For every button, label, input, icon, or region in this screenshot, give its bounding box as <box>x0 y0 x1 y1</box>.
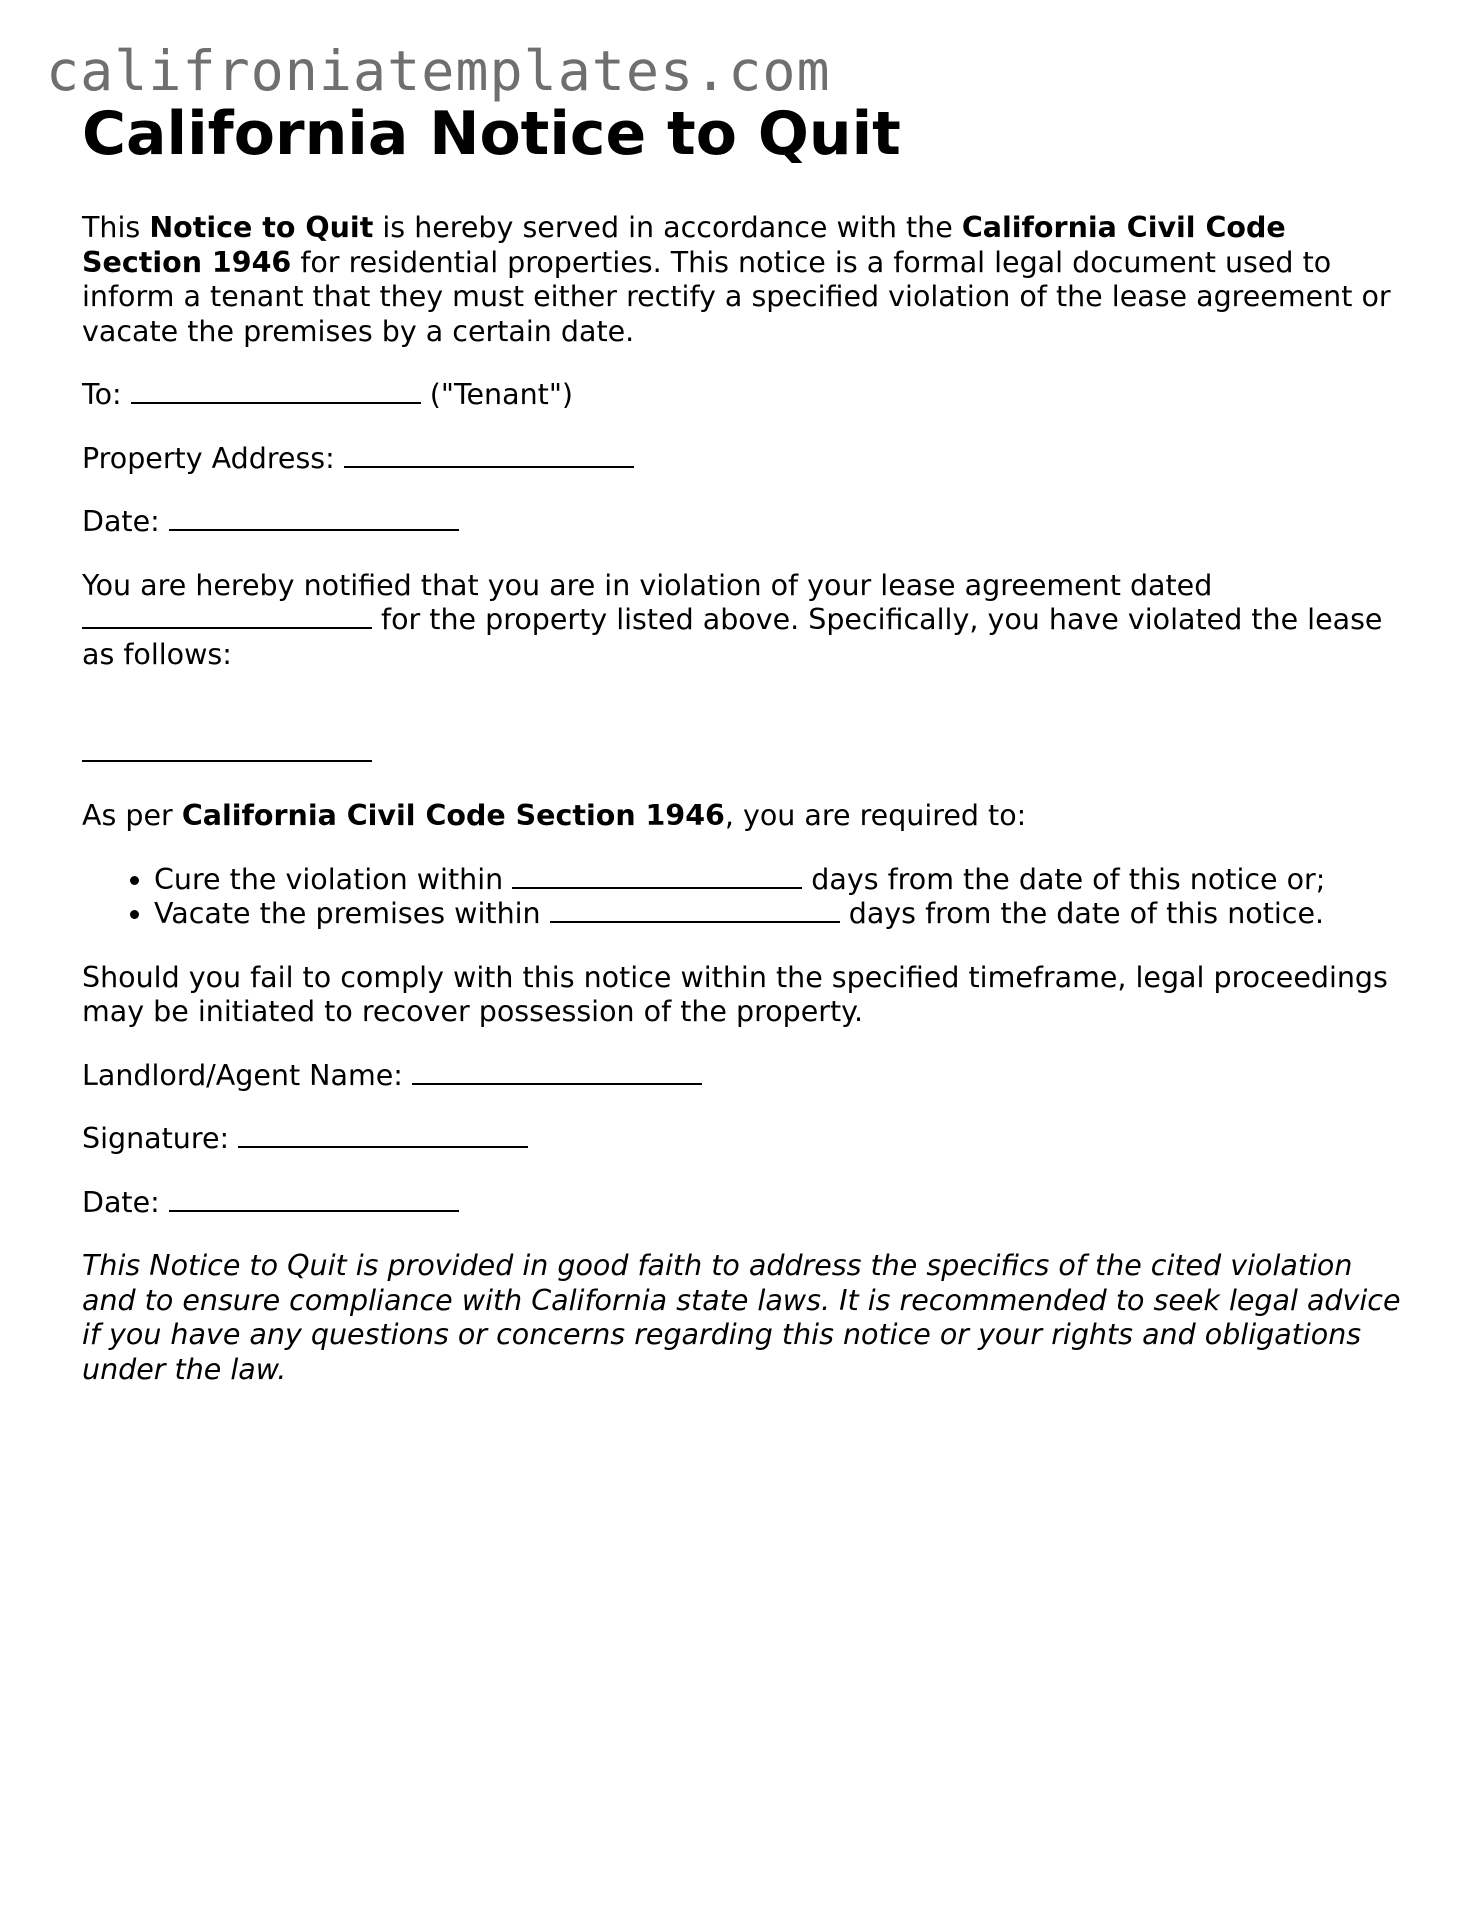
date-bottom-label: Date: <box>82 1185 169 1219</box>
cure-days-blank[interactable] <box>512 863 802 889</box>
date-line-bottom <box>82 1186 1402 1221</box>
cure-label: Cure the violation within <box>154 862 513 896</box>
list-item <box>154 897 1402 932</box>
landlord-name-line <box>82 1059 1402 1094</box>
document-body <box>82 211 1402 1416</box>
tenant-line <box>82 378 1402 413</box>
date-bottom-blank[interactable] <box>169 1186 459 1212</box>
vacate-days-blank[interactable] <box>550 897 840 923</box>
required-text-1: As per <box>82 799 182 832</box>
landlord-name-blank[interactable] <box>412 1059 702 1085</box>
property-address-line <box>82 442 1402 477</box>
property-address-label: Property Address: <box>82 441 344 475</box>
required-paragraph <box>82 799 1402 834</box>
signature-blank[interactable] <box>238 1122 528 1148</box>
intro-text-2: is hereby served in accordance with the <box>373 211 962 244</box>
required-bold-code: California Civil Code Section 1946 <box>181 799 725 832</box>
requirements-list <box>82 863 1402 932</box>
page-title: California Notice to Quit <box>82 99 901 169</box>
comply-paragraph: Should you fail to comply with this notice within the specified timeframe, legal proceedings may be initiated to recover possession of the property. <box>82 960 1388 1028</box>
intro-bold-code: California Civil Code Section 1946 <box>82 211 1286 279</box>
vacate-suffix: days from the date of this notice. <box>839 897 1325 930</box>
spacer <box>82 701 1402 736</box>
required-text-2: , you are required to: <box>724 799 1027 832</box>
violation-text-2: for the property listed above. Specifically, you have violated the lease as follows: <box>82 603 1383 671</box>
date-label: Date: <box>82 505 169 538</box>
intro-text-1: This <box>82 211 150 244</box>
intro-bold-notice: Notice to Quit <box>149 211 374 244</box>
list-item <box>154 863 1402 898</box>
intro-text-3: for residential properties. This notice is a formal legal document used to inform a tenant that they must either rectify a specified violation of the lease agreement or vacate the premises by a certain date. <box>82 245 1391 348</box>
tenant-label: To: <box>82 378 131 411</box>
tenant-blank[interactable] <box>131 378 421 404</box>
lease-date-blank[interactable] <box>82 603 372 629</box>
cure-suffix: days from the date of this notice or; <box>802 862 1326 896</box>
violation-details-line <box>82 736 1402 771</box>
tenant-suffix: ("Tenant") <box>420 378 574 411</box>
date-blank[interactable] <box>169 505 459 531</box>
property-address-blank[interactable] <box>344 442 634 468</box>
signature-label: Signature: <box>82 1122 239 1155</box>
violation-text-1: You are hereby notified that you are in violation of your lease agreement dated <box>82 568 1213 602</box>
vacate-label: Vacate the premises within <box>154 897 550 930</box>
signature-line <box>82 1122 1402 1157</box>
date-line <box>82 505 1402 540</box>
site-watermark: califroniatemplates.com <box>46 39 831 103</box>
disclaimer-paragraph: This Notice to Quit is provided in good faith to address the specifics of the cited violation and to ensure compliance with California state laws. It is recommended to seek legal advice if you have any questions or concerns regarding this notice or your rights and obligations under the law. <box>82 1249 1401 1386</box>
violation-details-blank[interactable] <box>82 736 372 762</box>
intro-paragraph <box>82 211 1402 349</box>
landlord-name-label: Landlord/Agent Name: <box>82 1058 412 1092</box>
violation-paragraph <box>82 569 1402 673</box>
